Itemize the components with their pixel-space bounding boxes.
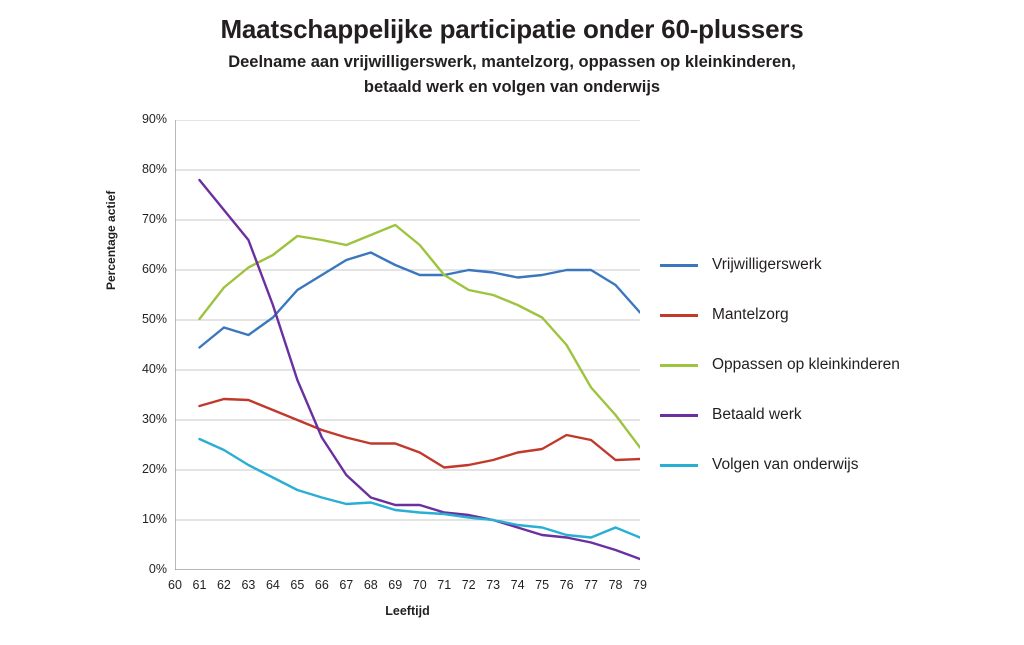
y-axis-tick: 20% [141, 462, 167, 476]
y-axis-tick: 70% [141, 212, 167, 226]
legend-item[interactable] [660, 340, 1010, 390]
legend-item-label: Volgen van onderwijs [712, 456, 859, 473]
y-axis-label: Percentage actief [104, 190, 118, 290]
legend-item[interactable] [660, 440, 1010, 490]
series-line-0 [199, 253, 640, 348]
x-axis-tick: 61 [192, 578, 207, 592]
chart-subtitle [0, 50, 1024, 100]
y-axis-tick: 10% [141, 512, 167, 526]
series-line-2 [199, 225, 640, 448]
x-axis-tick: 72 [461, 578, 476, 592]
chart-subtitle-line-2: betaald werk en volgen van onderwijs [363, 78, 661, 96]
legend-item[interactable] [660, 240, 1010, 290]
x-axis-tick: 74 [510, 578, 525, 592]
x-axis-tick: 63 [241, 578, 256, 592]
x-axis-tick: 78 [608, 578, 623, 592]
x-axis-tick: 68 [363, 578, 378, 592]
x-axis-tick: 75 [535, 578, 550, 592]
y-axis-tick: 80% [141, 162, 167, 176]
legend-item-label: Oppassen op kleinkinderen [712, 356, 900, 373]
x-axis-tick: 70 [412, 578, 427, 592]
chart-subtitle-line-1: Deelname aan vrijwilligerswerk, mantelzorg, oppassen op kleinkinderen, [228, 53, 796, 71]
legend-item[interactable] [660, 390, 1010, 440]
legend-color-swatch [660, 364, 698, 367]
y-axis-tick: 50% [141, 312, 167, 326]
y-axis-tick: 30% [141, 412, 167, 426]
y-axis-tick: 90% [141, 112, 167, 126]
legend-item[interactable] [660, 290, 1010, 340]
legend-item-label: Mantelzorg [712, 306, 789, 323]
x-axis-label: Leeftijd [385, 604, 430, 618]
x-axis-tick: 76 [559, 578, 574, 592]
legend-color-swatch [660, 414, 698, 417]
y-axis-tick: 60% [141, 262, 167, 276]
x-axis-tick: 79 [633, 578, 647, 592]
x-axis-tick: 67 [339, 578, 354, 592]
x-axis-tick: 60 [168, 578, 182, 592]
chart-legend [660, 240, 1010, 490]
legend-item-label: Betaald werk [712, 406, 802, 423]
x-axis-tick: 71 [437, 578, 452, 592]
legend-color-swatch [660, 314, 698, 317]
x-axis-tick: 65 [290, 578, 305, 592]
x-axis-tick: 62 [216, 578, 231, 592]
legend-color-swatch [660, 464, 698, 467]
plot-area [175, 120, 640, 570]
x-axis-tick: 69 [388, 578, 403, 592]
x-axis-tick: 66 [314, 578, 329, 592]
legend-color-swatch [660, 264, 698, 267]
chart-title: Maatschappelijke participatie onder 60-plussers [220, 14, 804, 44]
x-axis-tick: 77 [584, 578, 598, 592]
y-axis-tick: 40% [141, 362, 167, 376]
y-axis-tick: 0% [148, 562, 167, 576]
legend-item-label: Vrijwilligerswerk [712, 256, 822, 273]
chart-canvas [175, 120, 640, 570]
x-axis-tick: 64 [265, 578, 280, 592]
x-axis-tick: 73 [486, 578, 501, 592]
series-line-1 [199, 399, 640, 468]
